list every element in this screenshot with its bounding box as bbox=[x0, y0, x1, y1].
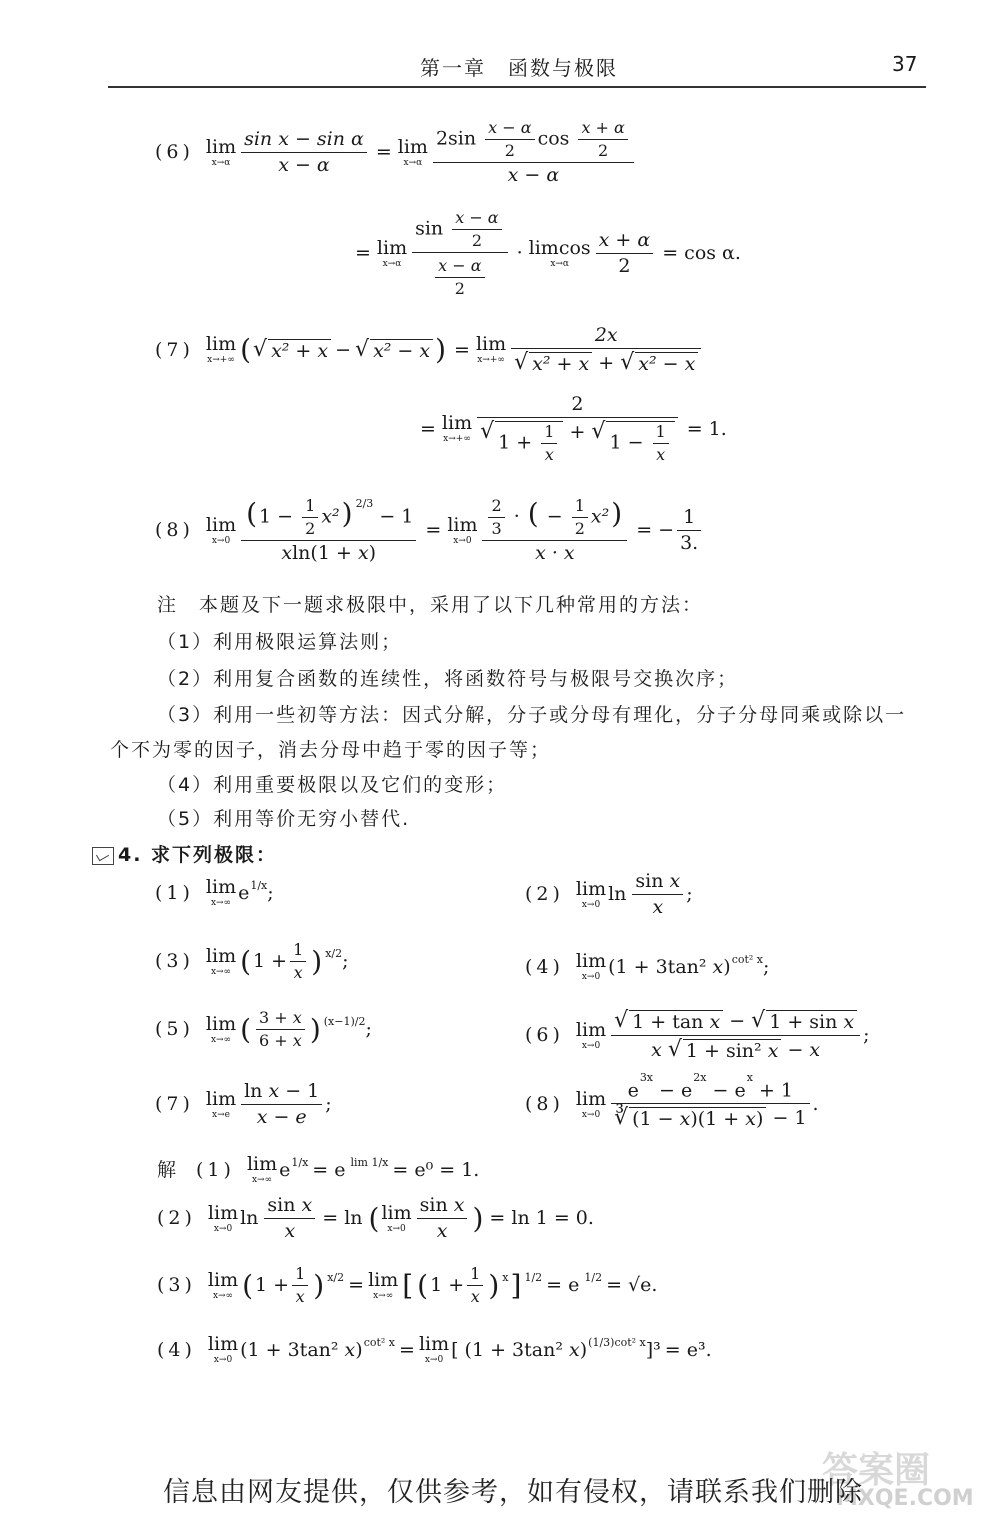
problem-4-item-7: (7) lim x→e $\frac{\text{ln x − 1}}{x - e}$ ; bbox=[155, 1080, 332, 1128]
fraction: $\frac{\text{sin x − sin α}}{x - \alpha}$ bbox=[241, 130, 367, 175]
note-item: （3）利用一些初等方法：因式分解，分子或分母有理化，分子分母同乘或除以一 bbox=[157, 704, 907, 726]
watermark-disclaimer: 信息由网友提供，仅供参考，如有侵权，请联系我们删除 bbox=[163, 1477, 863, 1508]
problem-4-item-2: (2) lim x→0 ln $\frac{\text{sin x}}{x}$ ; bbox=[525, 870, 693, 918]
problem-4-item-5: (5) lim x→∞ ( $\frac{3 + x}{6 + x}$ ) (x−1)/2 ; bbox=[155, 1008, 372, 1050]
chapter-title: 第一章 函数与极限 bbox=[420, 56, 618, 80]
solution-6-line-1: (6) lim x→α $\frac{\text{sin x − sin α}}{x - \alpha}$ = lim x→α 2sin $\frac{x - \alpha}{2}$ cos $\frac{x + \alpha}{2}$ x − α bbox=[155, 120, 637, 185]
note-item: （4）利用重要极限以及它们的变形； bbox=[157, 774, 508, 796]
note-item: （1）利用极限运算法则； bbox=[157, 631, 403, 653]
solution-4-1: 解 (1) lim x→∞ e 1/x = e lim 1/x = e⁰ = 1. bbox=[157, 1153, 480, 1185]
note-item: （2）利用复合函数的连续性，将函数符号与极限号交换次序； bbox=[157, 668, 739, 690]
note-item: （5）利用等价无穷小替代. bbox=[157, 808, 411, 830]
solution-4-4: (4) lim x→0 (1 + 3tan² x) cot² x = lim x→0 [ (1 + 3tan² x) (1/3)cot² x ]³ = e³. bbox=[157, 1333, 712, 1365]
page-number: 37 bbox=[892, 52, 918, 76]
solution-7-line-1: (7) lim x→+∞ ( √ x² + x − √ x² − x ) = lim x→+∞ 2x √ x² + x + √ x² − x bbox=[155, 326, 704, 374]
note-item: 个不为零的因子，消去分母中趋于零的因子等； bbox=[110, 739, 552, 761]
problem-4-item-1: (1) lim x→∞ e 1/x ; bbox=[155, 876, 274, 908]
solution-8: (8) lim x→0 ( 1 − $\frac{1}{2}$ x²) $^{2/3}$ − 1 xln(1 + x) = lim x→0 $\frac{2}{3}$ · ( − $\frac{1}{2}$ x²) x · x = − $\frac{1}{3.}$ bbox=[155, 498, 704, 563]
solution-4-2: (2) lim x→0 ln $\frac{\text{sin x}}{x}$ = ln ( lim x→0 $\frac{\text{sin x}}{x}$ ) = ln 1 = 0. bbox=[157, 1194, 594, 1242]
watermark-logo: 答案圈 bbox=[822, 1450, 931, 1491]
problem-4-item-8: (8) lim x→0 $e^{3x} - e^{2x} - e^x + 1$ ∛ (1 − x)(1 + x) − 1 . bbox=[525, 1071, 819, 1131]
note-intro: 注 本题及下一题求极限中，采用了以下几种常用的方法： bbox=[157, 594, 704, 616]
problem-4-item-3: (3) lim x→∞ ( 1 + $\frac{1}{x}$ ) x/2 ; bbox=[155, 940, 349, 982]
fraction: 2sin $\frac{x - \alpha}{2}$ cos $\frac{x + \alpha}{2}$ x − α bbox=[433, 120, 634, 185]
solution-4-3: (3) lim x→∞ ( 1 + $\frac{1}{x}$ ) x/2 = lim x→∞ [ ( 1 + $\frac{1}{x}$ ) x ] 1/2 = e 1/2 = √e. bbox=[157, 1264, 658, 1306]
question-marker-icon bbox=[92, 847, 114, 865]
watermark-site: MXQE.COM bbox=[836, 1486, 974, 1511]
solution-7-line-2: = lim x→+∞ 2 √ 1 + $\frac{1}{x}$ + √ 1 − $\frac{1}{x}$ = 1. bbox=[420, 393, 727, 464]
solution-6-line-2: = lim x→α sin $\frac{x - \alpha}{2}$ $\frac{x - \alpha}{2}$ · limcos x→α $\frac{x + \alpha}{2}$ = cos α. bbox=[355, 208, 741, 298]
problem-4-item-6: (6) lim x→0 √ 1 + tan x − √ 1 + sin x x √ 1 + sin² x − x ; bbox=[525, 1008, 870, 1062]
problem-4-heading: 4. 求下列极限： bbox=[92, 840, 277, 867]
header-rule bbox=[108, 86, 926, 88]
problem-4-item-4: (4) lim x→0 (1 + 3tan² x) cot² x ; bbox=[525, 950, 770, 982]
